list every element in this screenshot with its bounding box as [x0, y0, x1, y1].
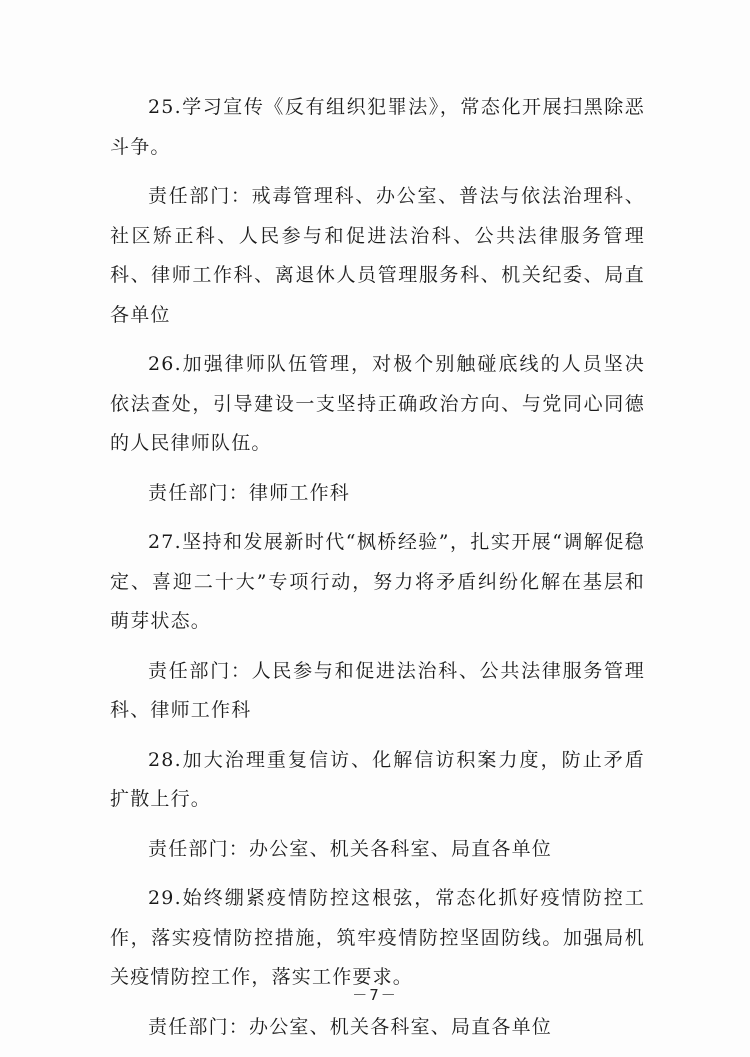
item-26: 26.加强律师队伍管理，对极个别触碰底线的人员坚决依法查处，引导建设一支坚持正确政治方向、与党同心同德的人民律师队伍。 — [110, 353, 645, 454]
item-27-responsible-departments: 责任部门：人民参与和促进法治科、公共法律服务管理科、律师工作科 — [110, 659, 645, 721]
item-25-responsible-departments: 责任部门：戒毒管理科、办公室、普法与依法治理科、社区矫正科、人民参与和促进法治科、公共法律服务管理科、律师工作科、离退休人员管理服务科、机关纪委、局直各单位 — [110, 185, 645, 326]
document-body — [110, 88, 645, 1047]
item-27: 27.坚持和发展新时代“枫桥经验”，扎实开展“调解促稳定、喜迎二十大”专项行动，努力将矛盾纠纷化解在基层和萌芽状态。 — [110, 531, 645, 632]
item-29-responsible-departments: 责任部门：办公室、机关各科室、局直各单位 — [148, 1015, 553, 1038]
page-number: －7－ — [352, 986, 398, 1004]
item-28-responsible-departments: 责任部门：办公室、机关各科室、局直各单位 — [148, 837, 553, 860]
item-25: 25.学习宣传《反有组织犯罪法》，常态化开展扫黑除恶斗争。 — [110, 96, 645, 158]
item-29: 29.始终绷紧疫情防控这根弦，常态化抓好疫情防控工作，落实疫情防控措施，筑牢疫情防控坚固防线。加强局机关疫情防控工作，落实工作要求。 — [110, 887, 645, 988]
item-28: 28.加大治理重复信访、化解信访积案力度，防止矛盾扩散上行。 — [110, 748, 645, 810]
item-26-responsible-departments: 责任部门：律师工作科 — [148, 481, 351, 504]
